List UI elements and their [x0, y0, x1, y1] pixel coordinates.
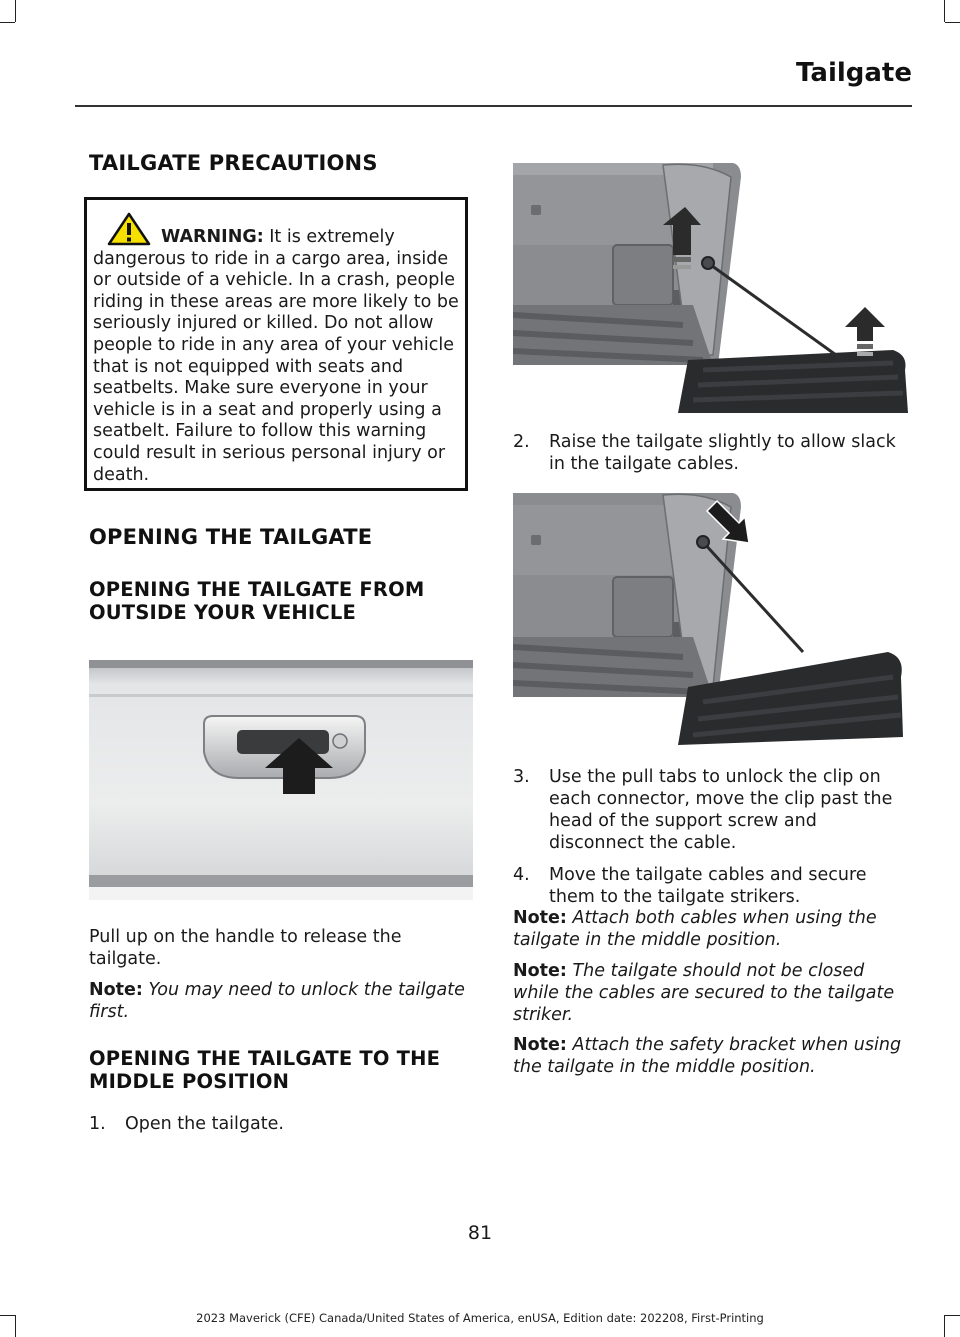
- list-item: [89, 1113, 473, 1135]
- step-text: Raise the tailgate slightly to allow slack in the tailgate cables.: [549, 432, 896, 474]
- crop-mark: [945, 22, 960, 23]
- note-text: The tailgate should not be closed while the cables are secured to the tailgate striker.: [513, 961, 895, 1025]
- note-label: Note:: [89, 980, 143, 1000]
- page-number: 81: [467, 1222, 493, 1244]
- step-text: Use the pull tabs to unlock the clip on each connector, move the clip past the head of the support screw and disconnect the cable.: [549, 767, 893, 853]
- steps-list-right-b: [513, 766, 911, 908]
- list-item: [513, 864, 911, 908]
- step-number: 2.: [513, 432, 530, 452]
- warning-label: WARNING:: [161, 227, 264, 247]
- tailgate-cable-image: [513, 487, 911, 745]
- step-text: Open the tailgate.: [125, 1114, 284, 1134]
- step-number: 3.: [513, 767, 530, 787]
- warning-triangle-icon: [107, 212, 151, 246]
- note-safety-bracket: [513, 1034, 911, 1078]
- page-title: Tailgate: [796, 58, 912, 88]
- list-item: [513, 766, 911, 854]
- note-text: You may need to unlock the tailgate first.: [89, 980, 465, 1022]
- note-label: Note:: [513, 1035, 567, 1055]
- steps-list-left: [89, 1113, 473, 1135]
- warning-text: It is extremely dangerous to ride in a cargo area, inside or outside of a vehicle. In a crash, people riding in these areas are more likely to be seriously injured or killed. Do not allow people to ride in any area of your vehicle that is not equipped with seats and seatbelts. Make sure everyone in your vehicle is in a seat and properly using a seatbelt. Failure to follow this warning could result in serious personal injury or death.: [93, 227, 459, 485]
- section-title-precautions: TAILGATE PRECAUTIONS: [89, 151, 378, 175]
- tailgate-handle-image: [89, 660, 473, 900]
- tailgate-raise-image: [513, 155, 911, 413]
- step-number: 1.: [89, 1114, 106, 1134]
- subsection-title-outside: OPENING THE TAILGATE FROM OUTSIDE YOUR VEHICLE: [89, 578, 425, 624]
- note-unlock: [89, 979, 473, 1023]
- header-divider: [75, 105, 912, 107]
- note-text: Attach both cables when using the tailgate in the middle position.: [513, 908, 877, 950]
- note-label: Note:: [513, 908, 567, 928]
- note-not-closed: [513, 960, 911, 1026]
- note-text: Attach the safety bracket when using the tailgate in the middle position.: [513, 1035, 902, 1077]
- pull-instruction: Pull up on the handle to release the tailgate.: [89, 927, 402, 969]
- warning-paragraph: [93, 212, 459, 486]
- footer-text: 2023 Maverick (CFE) Canada/United States of America, enUSA, Edition date: 202208, First-Printing: [196, 1311, 764, 1325]
- note-both-cables: [513, 907, 911, 951]
- subsection-title-middle: OPENING THE TAILGATE TO THE MIDDLE POSITION: [89, 1047, 441, 1093]
- section-title-opening: OPENING THE TAILGATE: [89, 525, 373, 549]
- crop-mark: [15, 0, 16, 22]
- warning-box: [84, 197, 468, 491]
- step-number: 4.: [513, 865, 530, 885]
- note-label: Note:: [513, 961, 567, 981]
- crop-mark: [944, 0, 945, 22]
- crop-mark: [0, 22, 15, 23]
- steps-list-right-a: [513, 431, 911, 475]
- list-item: [513, 431, 911, 475]
- step-text: Move the tailgate cables and secure them to the tailgate strikers.: [549, 865, 867, 907]
